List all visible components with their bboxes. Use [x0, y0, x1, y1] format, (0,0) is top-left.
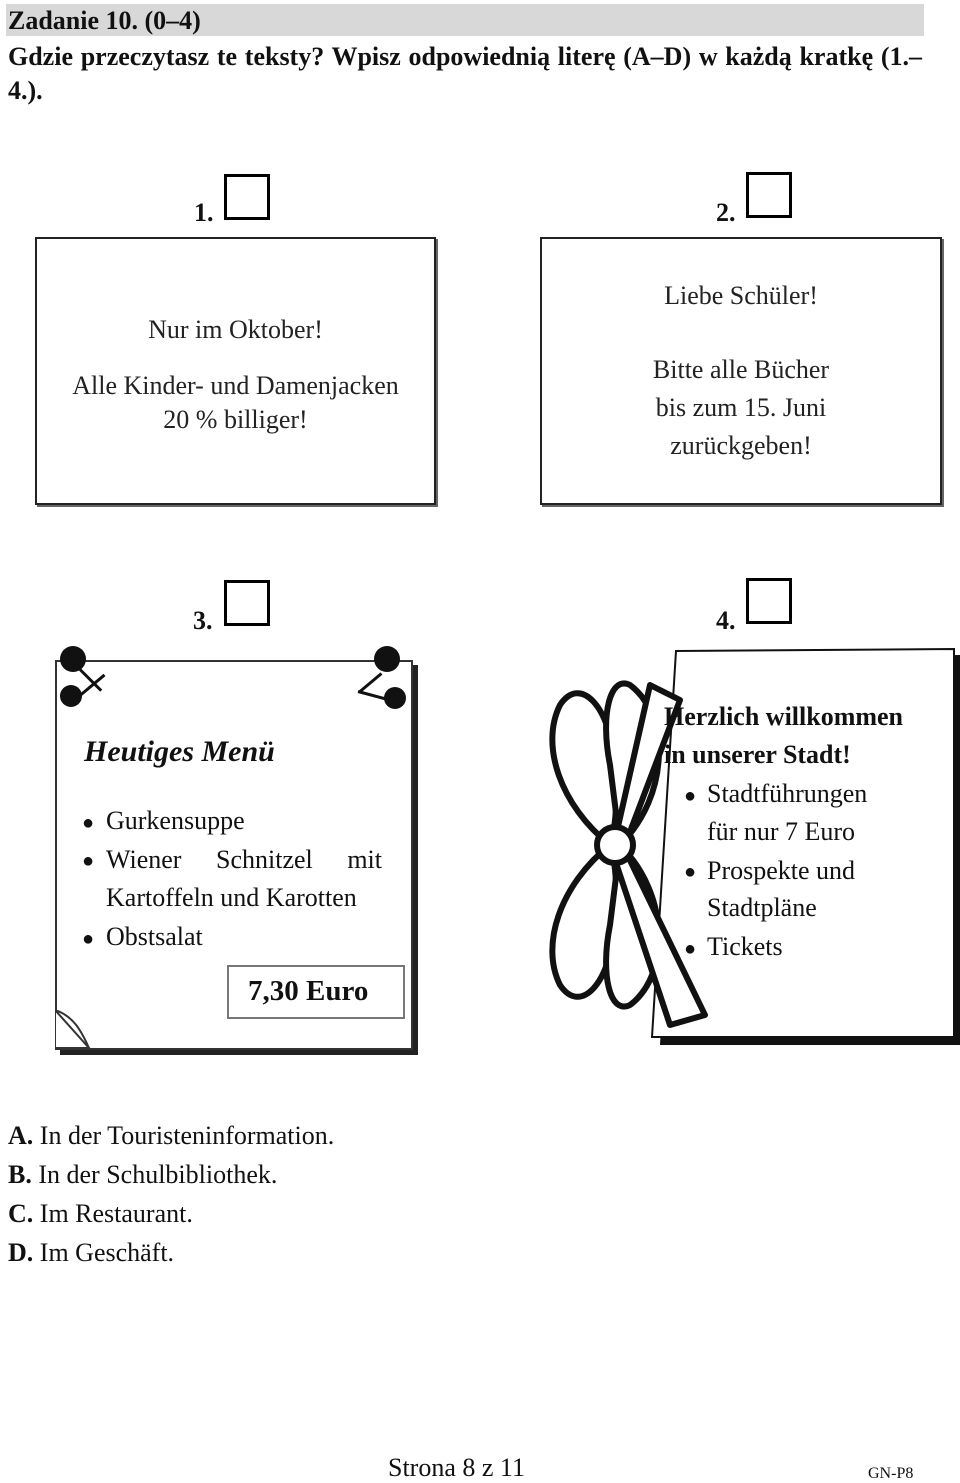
pin-icon	[384, 687, 406, 709]
task-instruction: Gdzie przeczytasz te teksty? Wpisz odpowiednią literę (A–D) w każdą kratkę (1.–4.).	[8, 42, 922, 105]
option-c: C. Im Restaurant.	[8, 1199, 193, 1228]
bullet-icon: ●	[684, 861, 697, 883]
menu-title: Heutiges Menü	[84, 735, 275, 768]
exam-code: GN-P8	[868, 1465, 914, 1482]
item-number-1: 1.	[194, 198, 214, 227]
pin-icon	[60, 685, 82, 707]
page-number: Strona 8 z 11	[388, 1453, 525, 1482]
panel-1-line-3: 20 % billiger!	[163, 405, 308, 434]
panel-2-line-4: zurückgeben!	[670, 431, 812, 460]
answer-box-4[interactable]	[746, 578, 792, 624]
menu-item-3: Obstsalat	[106, 922, 203, 951]
card-heading-2: in unserer Stadt!	[664, 740, 851, 769]
card-item-2-cont: Stadtpläne	[707, 893, 817, 922]
text-panel-2	[540, 237, 942, 505]
menu-item-1: Gurkensuppe	[106, 806, 245, 835]
bullet-icon: ●	[684, 785, 697, 807]
bullet-icon: ●	[82, 928, 95, 950]
answer-box-3[interactable]	[224, 580, 270, 626]
panel-2-line-1: Liebe Schüler!	[664, 281, 818, 310]
panel-2-line-2: Bitte alle Bücher	[652, 355, 830, 384]
card-item-1: Stadtführungen	[707, 779, 868, 808]
option-a: A. In der Touristeninformation.	[8, 1121, 335, 1150]
card-item-3: Tickets	[707, 932, 783, 961]
panel-1-line-1: Nur im Oktober!	[148, 315, 323, 344]
answer-options	[8, 1116, 334, 1272]
card-heading-1: Herzlich willkommen	[664, 702, 904, 731]
pin-icon	[374, 646, 400, 672]
menu-item-2: Wiener Schnitzel mit	[106, 845, 382, 874]
item-number-4: 4.	[716, 606, 736, 635]
folded-corner-icon	[55, 1010, 95, 1052]
bullet-icon: ●	[684, 938, 697, 960]
option-b: B. In der Schulbibliothek.	[8, 1160, 278, 1189]
answer-box-1[interactable]	[224, 174, 270, 220]
panel-2-line-3: bis zum 15. Juni	[655, 393, 827, 422]
option-d: D. Im Geschäft.	[8, 1238, 175, 1267]
menu-price: 7,30 Euro	[248, 975, 369, 1007]
answer-box-2[interactable]	[746, 172, 792, 218]
panel-1-line-2: Alle Kinder- und Damenjacken	[72, 371, 399, 400]
menu-item-2-cont: Kartoffeln und Karotten	[106, 883, 357, 912]
card-item-1-cont: für nur 7 Euro	[707, 817, 856, 846]
item-number-2: 2.	[716, 198, 736, 227]
item-number-3: 3.	[193, 606, 213, 635]
text-panel-1	[35, 237, 436, 505]
pin-icon	[60, 646, 86, 672]
bullet-icon: ●	[82, 812, 95, 834]
card-item-2: Prospekte und	[707, 856, 856, 885]
bullet-icon: ●	[82, 850, 95, 872]
task-title: Zadanie 10. (0–4)	[8, 6, 201, 35]
